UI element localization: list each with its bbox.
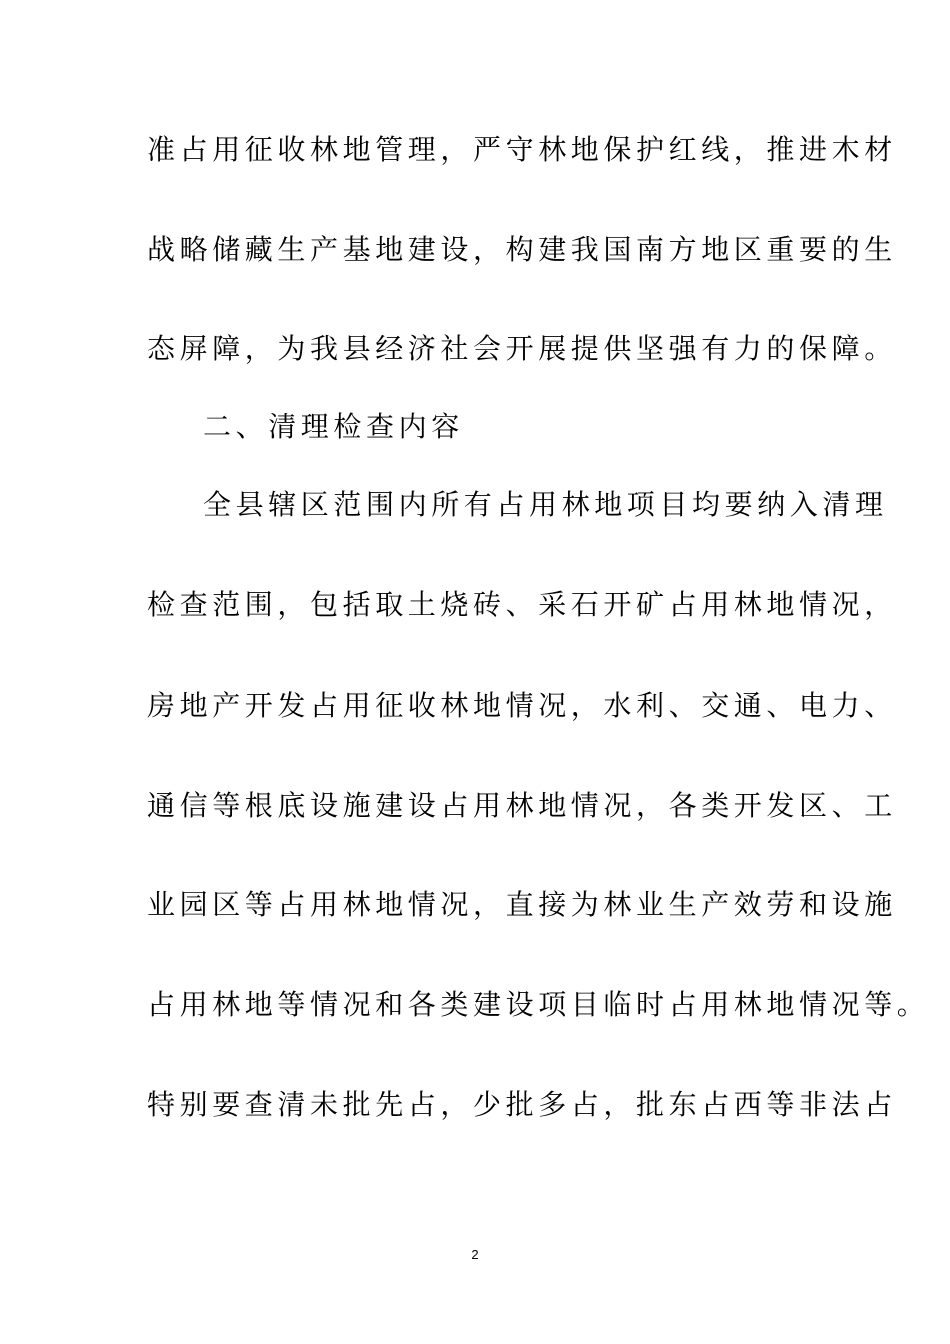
paragraph-line: 战略储藏生产基地建设，构建我国南方地区重要的生 (147, 233, 897, 266)
section-heading: 二、清理检查内容 (203, 410, 464, 443)
paragraph-line: 特别要查清未批先占，少批多占，批东占西等非法占 (147, 1088, 897, 1121)
paragraph-line: 占用林地等情况和各类建设项目临时占用林地情况等。 (147, 988, 930, 1021)
paragraph-line: 准占用征收林地管理，严守林地保护红线，推进木材 (147, 133, 897, 166)
paragraph-line: 态屏障，为我县经济社会开展提供坚强有力的保障。 (147, 332, 897, 365)
paragraph-line: 房地产开发占用征收林地情况，水利、交通、电力、 (147, 689, 897, 722)
page-number: 2 (471, 1247, 479, 1262)
paragraph-line: 通信等根底设施建设占用林地情况，各类开发区、工 (147, 789, 897, 822)
paragraph-line: 业园区等占用林地情况，直接为林业生产效劳和设施 (147, 888, 897, 921)
paragraph-line: 全县辖区范围内所有占用林地项目均要纳入清理 (203, 488, 888, 521)
paragraph-line: 检查范围，包括取土烧砖、采石开矿占用林地情况， (147, 588, 897, 621)
